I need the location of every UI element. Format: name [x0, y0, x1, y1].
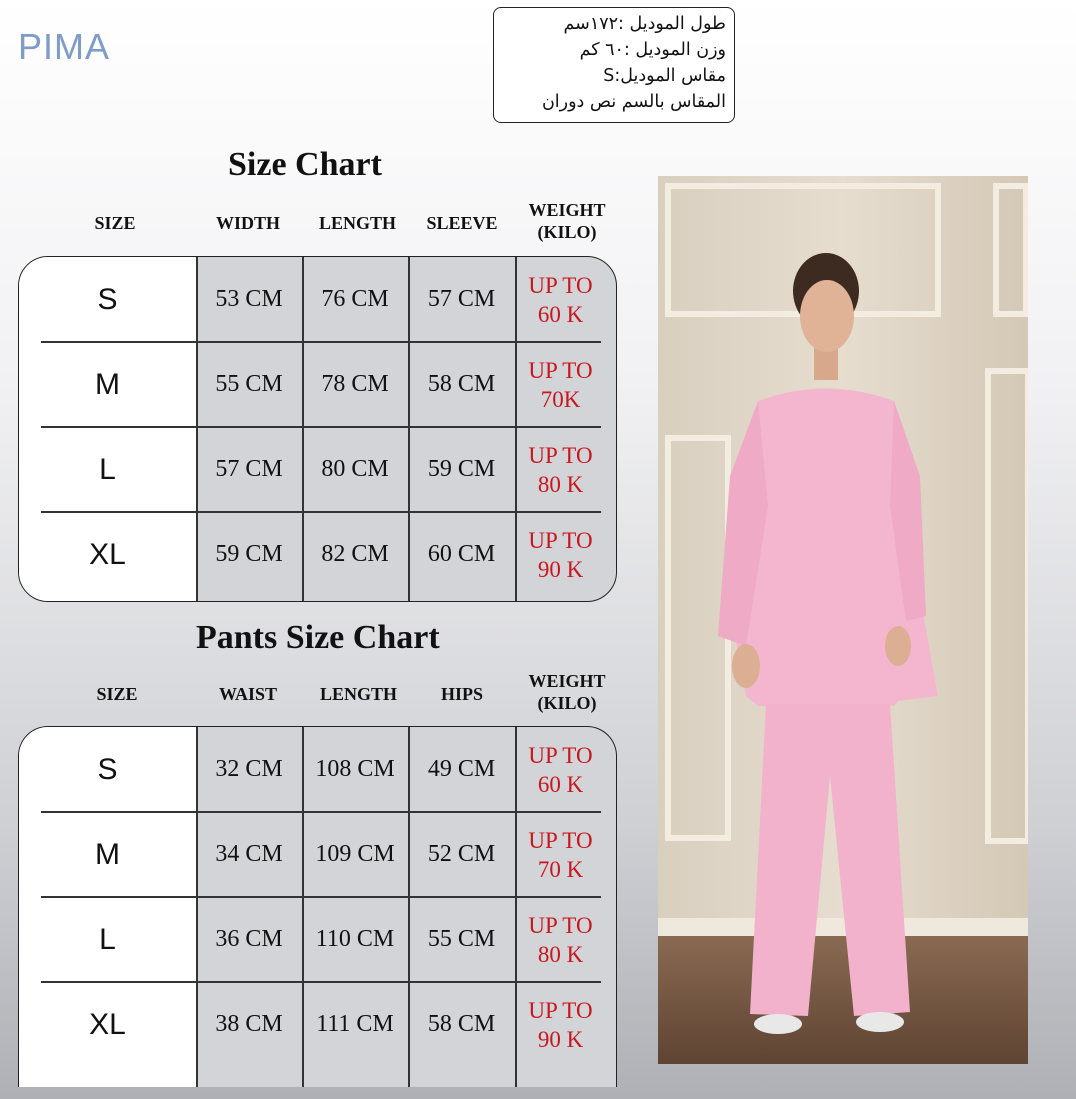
waist-cell: 38 CM — [215, 1011, 283, 1037]
header-size: SIZE — [94, 213, 136, 233]
header-sleeve: SLEEVE — [426, 213, 498, 233]
width-cell: 57 CM — [215, 456, 283, 482]
hips-cell: 58 CM — [427, 1011, 496, 1037]
weight-prefix: UP TO — [528, 442, 593, 468]
weight-prefix: UP TO — [528, 912, 593, 938]
size-cell: L — [99, 452, 116, 486]
length-cell: 78 CM — [321, 371, 389, 397]
weight-prefix: UP TO — [528, 742, 593, 768]
length-cell: 76 CM — [321, 286, 389, 312]
table-row — [19, 897, 616, 982]
table-row — [19, 982, 616, 1067]
brand-logo: PIMA — [18, 26, 111, 67]
hips-cell: 55 CM — [427, 926, 496, 952]
table-row — [19, 342, 616, 427]
size-cell: M — [95, 837, 120, 871]
measurement-note: المقاس بالسم نص دوران — [541, 92, 726, 112]
weight-cell — [515, 812, 606, 897]
weight-value: 90 K — [537, 1026, 584, 1052]
weight-prefix: UP TO — [528, 527, 593, 553]
weight-cell — [515, 982, 606, 1067]
model-weight: وزن الموديل :٦٠ كم — [579, 40, 726, 60]
header-width: WIDTH — [215, 213, 280, 233]
weight-value: 80 K — [537, 941, 584, 967]
header-weight-line2: (KILO) — [537, 222, 597, 242]
hips-cell: 49 CM — [427, 756, 496, 782]
size-cell: S — [97, 752, 118, 786]
size-cell: S — [97, 282, 118, 316]
header-size: SIZE — [96, 684, 138, 704]
weight-value: 60 K — [537, 301, 584, 327]
model-illustration — [658, 176, 1028, 1064]
weight-cell — [515, 512, 606, 597]
length-cell: 111 CM — [316, 1011, 394, 1037]
weight-cell — [515, 257, 606, 342]
sleeve-cell: 59 CM — [427, 456, 496, 482]
header-weight-line1: WEIGHT — [528, 671, 606, 691]
waist-cell: 34 CM — [215, 841, 283, 867]
table-row — [19, 812, 616, 897]
sleeve-cell: 57 CM — [427, 286, 496, 312]
hips-cell: 52 CM — [427, 841, 496, 867]
table-row — [19, 512, 616, 597]
header-hips: HIPS — [440, 684, 483, 704]
size-cell: XL — [89, 1007, 126, 1041]
weight-value: 80 K — [537, 471, 584, 497]
weight-cell — [515, 727, 606, 812]
model-photo — [658, 176, 1028, 1064]
model-info-box — [493, 7, 735, 123]
sleeve-cell: 60 CM — [427, 541, 496, 567]
length-cell: 108 CM — [315, 756, 395, 782]
length-cell: 109 CM — [315, 841, 395, 867]
header-weight — [512, 199, 622, 243]
pants-chart-table — [18, 726, 617, 1087]
width-cell: 53 CM — [215, 286, 283, 312]
weight-cell — [515, 897, 606, 982]
width-cell: 59 CM — [215, 541, 283, 567]
weight-value: 70 K — [537, 856, 584, 882]
waist-cell: 36 CM — [215, 926, 283, 952]
header-length: LENGTH — [319, 684, 398, 704]
size-chart-table — [18, 256, 617, 602]
header-weight — [512, 670, 622, 714]
weight-cell — [515, 427, 606, 512]
weight-prefix: UP TO — [528, 357, 593, 383]
length-cell: 82 CM — [321, 541, 389, 567]
weight-value: 90 K — [537, 556, 584, 582]
size-cell: L — [99, 922, 116, 956]
model-height: طول الموديل :١٧٢سم — [563, 14, 726, 34]
weight-value: 60 K — [537, 771, 584, 797]
weight-prefix: UP TO — [528, 272, 593, 298]
length-cell: 110 CM — [315, 926, 395, 952]
model-size: مقاس الموديل:S — [603, 66, 726, 86]
length-cell: 80 CM — [321, 456, 389, 482]
pants-chart-title: Pants Size Chart — [196, 619, 440, 656]
header-weight-line1: WEIGHT — [528, 200, 606, 220]
sleeve-cell: 58 CM — [427, 371, 496, 397]
header-length: LENGTH — [318, 213, 397, 233]
table-row — [19, 427, 616, 512]
weight-prefix: UP TO — [528, 997, 593, 1023]
table-row — [19, 257, 616, 342]
size-cell: M — [95, 367, 120, 401]
width-cell: 55 CM — [215, 371, 283, 397]
size-cell: XL — [89, 537, 126, 571]
waist-cell: 32 CM — [215, 756, 283, 782]
header-weight-line2: (KILO) — [537, 693, 597, 713]
size-chart-title: Size Chart — [228, 146, 382, 183]
weight-cell — [515, 342, 606, 427]
table-row — [19, 727, 616, 812]
weight-value: 70K — [540, 386, 581, 412]
weight-prefix: UP TO — [528, 827, 593, 853]
header-waist: WAIST — [218, 684, 278, 704]
